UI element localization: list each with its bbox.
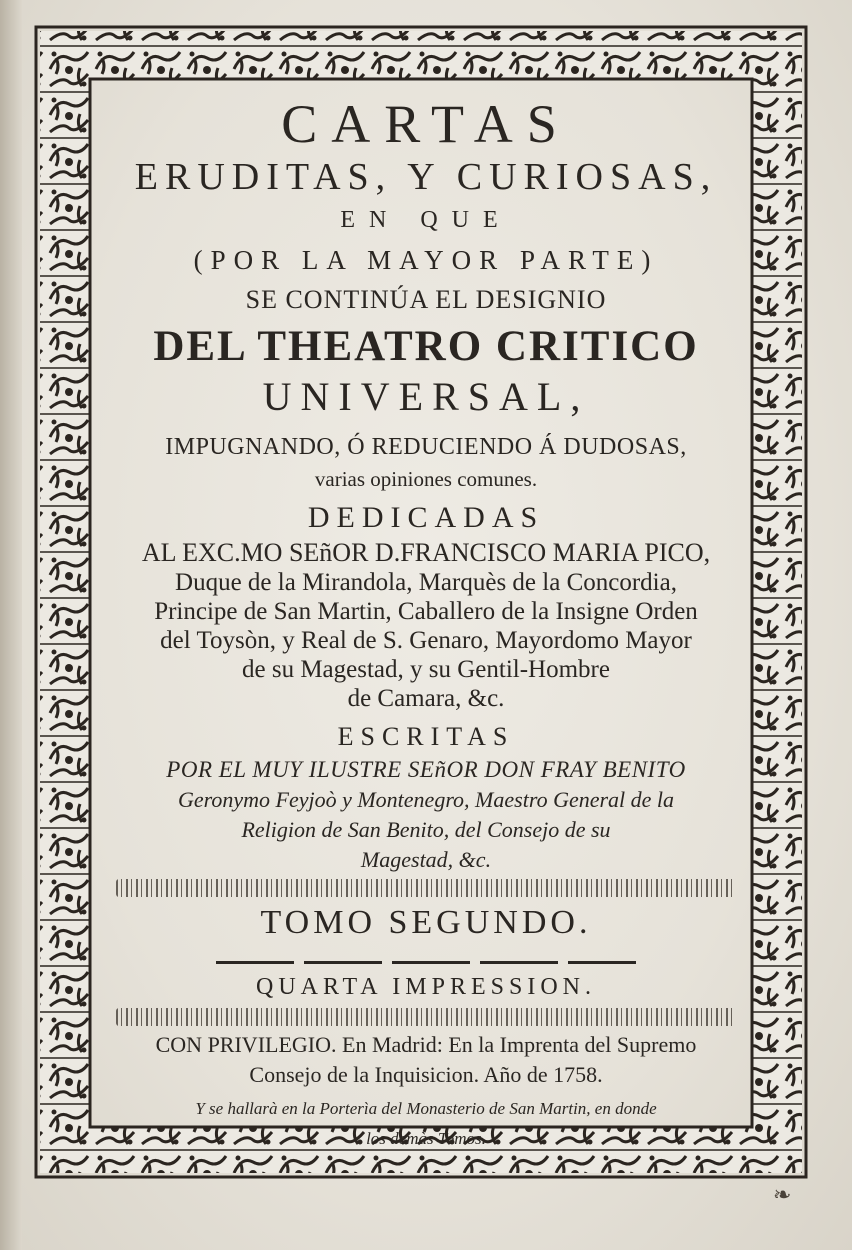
dedication-line-1: AL EXC.MO SEñOR D.FRANCISCO MARIA PICO,	[141, 538, 711, 567]
signature-mark-icon: ❧	[773, 1183, 792, 1208]
sale-line-1: Y se hallarà en la Porterìa del Monasterio de San Martin, en donde	[195, 1099, 657, 1118]
title-varias-opiniones: varias opiniones comunes.	[314, 467, 538, 491]
title-universal: UNIVERSAL,	[262, 374, 590, 419]
author-line-1: POR EL MUY ILUSTRE SEñOR DON FRAY BENITO	[166, 757, 686, 782]
imprint-line-1: CON PRIVILEGIO. En Madrid: En la Imprenta del Supremo	[155, 1032, 697, 1057]
title-eruditas: ERUDITAS, Y CURIOSAS,	[134, 156, 718, 198]
dashed-rule	[216, 961, 636, 964]
ornament-rule-top	[116, 879, 736, 897]
dedication-line-4: del Toysòn, y Real de S. Genaro, Mayordomo Mayor	[160, 627, 692, 654]
title-se-continua: SE CONTINÚA EL DESIGNIO	[245, 285, 607, 314]
imprint-line-2: Consejo de la Inquisicion. Año de 1758.	[249, 1062, 603, 1087]
dedication-line-2: Duque de la Mirandola, Marquès de la Concordia,	[175, 569, 677, 596]
author-line-3: Religion de San Benito, del Consejo de su	[241, 817, 611, 842]
ornament-rule-bottom	[116, 1008, 736, 1026]
author-line-2: Geronymo Feyjoò y Montenegro, Maestro General de la	[177, 787, 675, 812]
title-cartas: CARTAS	[281, 94, 571, 154]
sale-line-2: los demàs Tomos.	[366, 1129, 486, 1148]
author-heading: ESCRITAS	[337, 722, 515, 751]
volume-number: TOMO SEGUNDO.	[260, 904, 592, 941]
dedication-line-5: de su Magestad, y su Gentil-Hombre	[242, 656, 610, 683]
title-theatro-critico: DEL THEATRO CRITICO	[153, 323, 699, 370]
author-line-4: Magestad, &c.	[360, 847, 492, 872]
title-en-que: EN QUE	[340, 207, 512, 233]
title-impugnando: IMPUGNANDO, Ó REDUCIENDO Á DUDOSAS,	[165, 434, 687, 460]
dedication-line-3: Principe de San Martin, Caballero de la Insigne Orden	[154, 598, 698, 625]
title-page-text	[100, 92, 752, 1148]
edition-statement: QUARTA IMPRESSION.	[255, 974, 596, 1000]
dedication-line-6: de Camara, &c.	[347, 685, 505, 712]
title-por-la-mayor-parte: (POR LA MAYOR PARTE)	[193, 245, 659, 275]
dedication-heading: DEDICADAS	[307, 501, 545, 534]
